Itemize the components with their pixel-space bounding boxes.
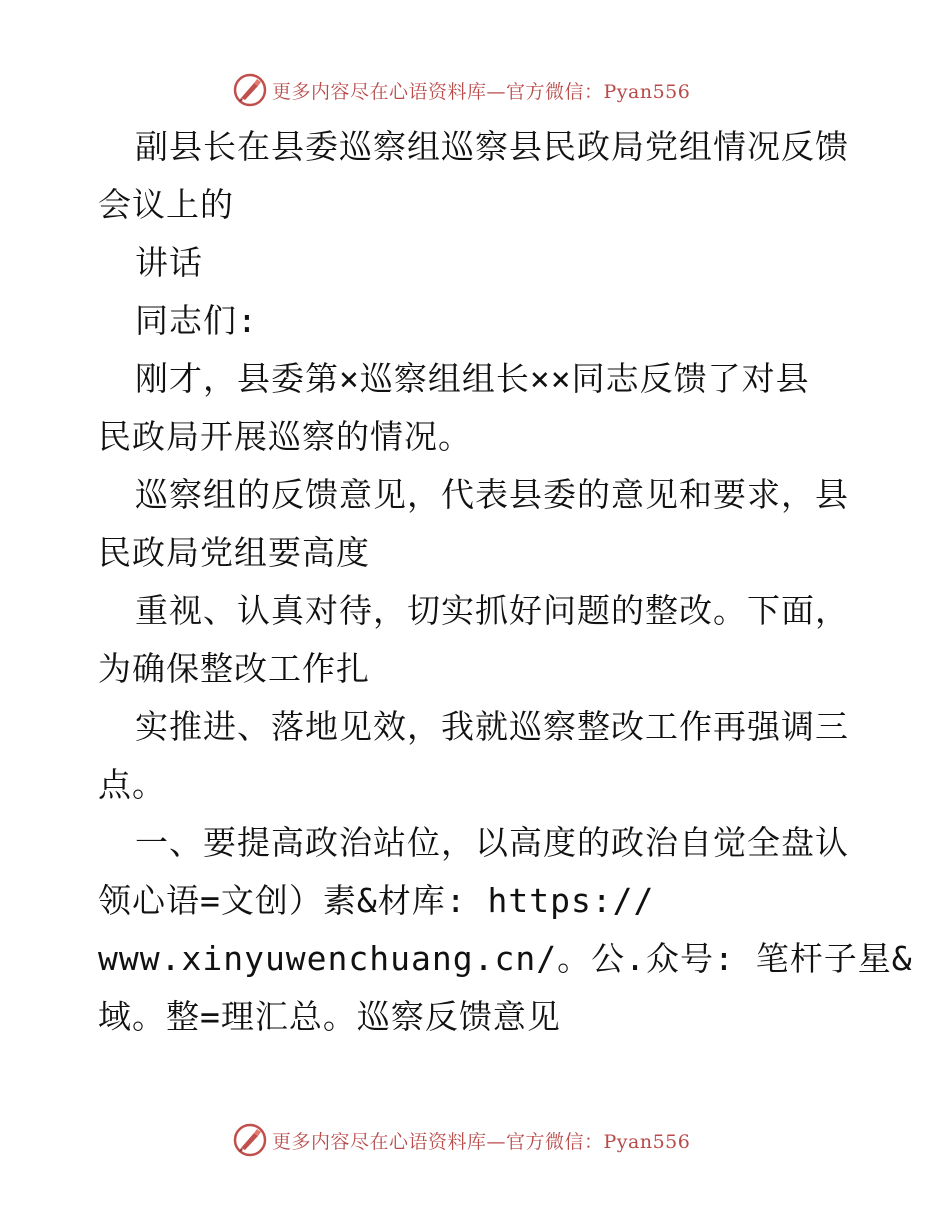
- pen-logo-icon: [232, 1122, 268, 1158]
- paragraph-line: 讲话: [135, 243, 203, 282]
- paragraph-line: 领心语=文创）素&材库: https://: [98, 881, 655, 920]
- paragraph-line: 民政局党组要高度: [98, 533, 370, 572]
- paragraph-line: 一、要提高政治站位，以高度的政治自觉全盘认: [135, 823, 849, 862]
- pen-logo-icon: [232, 72, 268, 108]
- paragraph-line: 域。整=理汇总。巡察反馈意见: [98, 997, 561, 1036]
- paragraph-line: 副县长在县委巡察组巡察县民政局党组情况反馈: [135, 127, 849, 166]
- paragraph-line: www.xinyuwenchuang.cn/。公.众号: 笔杆子星&: [98, 939, 913, 978]
- banner-wechat-id: Pyan556: [603, 80, 691, 103]
- header-banner: [232, 70, 712, 110]
- paragraph-line: 巡察组的反馈意见，代表县委的意见和要求，县: [135, 475, 849, 514]
- banner-text: 更多内容尽在心语资料库—官方微信：: [272, 1130, 604, 1153]
- paragraph-line: 实推进、落地见效，我就巡察整改工作再强调三: [135, 707, 849, 746]
- banner-text: 更多内容尽在心语资料库—官方微信：: [272, 80, 604, 103]
- paragraph-line: 刚才，县委第×巡察组组长××同志反馈了对县: [135, 359, 810, 398]
- document-body: [98, 118, 913, 1046]
- paragraph-line: 点。: [98, 765, 166, 804]
- paragraph-line: 重视、认真对待，切实抓好问题的整改。下面，: [135, 591, 849, 630]
- paragraph-line: 会议上的: [98, 185, 234, 224]
- paragraph-line: 为确保整改工作扎: [98, 649, 370, 688]
- banner-wechat-id: Pyan556: [603, 1130, 691, 1153]
- paragraph-line: 民政局开展巡察的情况。: [98, 417, 472, 456]
- footer-banner: [232, 1120, 712, 1160]
- paragraph-line: 同志们:: [135, 301, 258, 340]
